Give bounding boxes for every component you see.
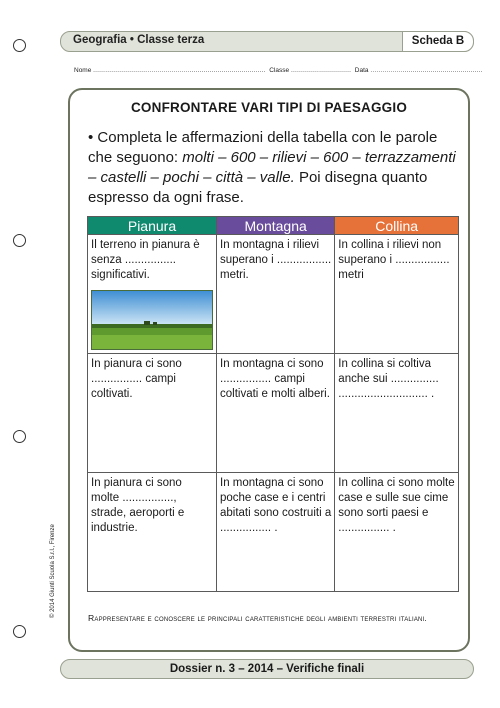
table-row [88,235,459,354]
cell-text: In collina si coltiva anche sui ............... ............................ . [338,358,439,400]
nome-field[interactable]: ...................................................................................... [93,67,266,74]
cell-text: In collina ci sono molte case e sulle sue cime sono sorti paesi e ................ . [338,477,455,534]
scheda-label: Scheda B [402,31,474,52]
cell-text: In montagna ci sono ................ campi coltivati e molti alberi. [220,358,330,400]
instruction-suffix: Poi disegna quanto espresso da ogni frase. [88,169,428,206]
table-cell[interactable] [88,354,217,473]
binder-hole [13,625,26,638]
binder-hole [13,39,26,52]
header-montagna: Montagna [217,217,335,235]
table-header-row [88,217,459,235]
cell-text: In collina i rilievi non superano i ................. metri [338,239,450,281]
table-cell[interactable] [335,354,459,473]
table-cell[interactable] [88,235,217,354]
worksheet-frame [68,88,470,652]
table-cell[interactable] [217,354,335,473]
classe-field[interactable]: .............................. [290,67,352,74]
data-label: Data [354,67,369,74]
landscape-table [87,216,459,592]
student-fields [74,67,483,74]
table-cell[interactable] [217,473,335,592]
cell-text: In pianura ci sono molte ................, strade, aeroporti e industrie. [91,477,185,534]
nome-label: Nome [74,67,92,74]
binder-hole [13,234,26,247]
footer-bar: Dossier n. 3 – 2014 – Verifiche finali [60,659,474,679]
data-field[interactable]: ........................................................ [370,67,483,74]
copyright-text: © 2014 Giunti Scuola S.r.l., Firenze [50,524,56,618]
cell-text: In montagna ci sono poche case e i centri abitati sono costruiti a ................ . [220,477,332,534]
table-cell[interactable] [217,235,335,354]
instruction-text [88,128,460,208]
header-bar [60,31,474,52]
table-cell[interactable] [335,473,459,592]
instruction-words: molti – 600 – rilievi – 600 – terrazzamenti – castelli – pochi – città – valle. [88,149,456,186]
instruction-prefix: • Completa le affermazioni della tabella con le parole che seguono: [88,129,438,166]
cell-text: In pianura ci sono ................ campi coltivati. [91,358,182,400]
classe-label: Classe [269,67,290,74]
header-collina: Collina [335,217,459,235]
binder-hole [13,430,26,443]
table-cell[interactable] [88,473,217,592]
table-row [88,473,459,592]
page-title: CONFRONTARE VARI TIPI DI PAESAGGIO [130,100,408,115]
header-pianura: Pianura [88,217,217,235]
table-cell[interactable] [335,235,459,354]
objective-note: Rappresentare e conoscere le principali caratteristiche degli ambienti terrestri italiani. [88,613,428,623]
table-row [88,354,459,473]
subject-label: Geografia • Classe terza [73,34,205,46]
cell-text: Il terreno in pianura è senza ................ significativi. [91,239,200,281]
cell-text: In montagna i rilievi superano i ................. metri. [220,239,332,281]
plain-landscape-image [91,290,213,350]
